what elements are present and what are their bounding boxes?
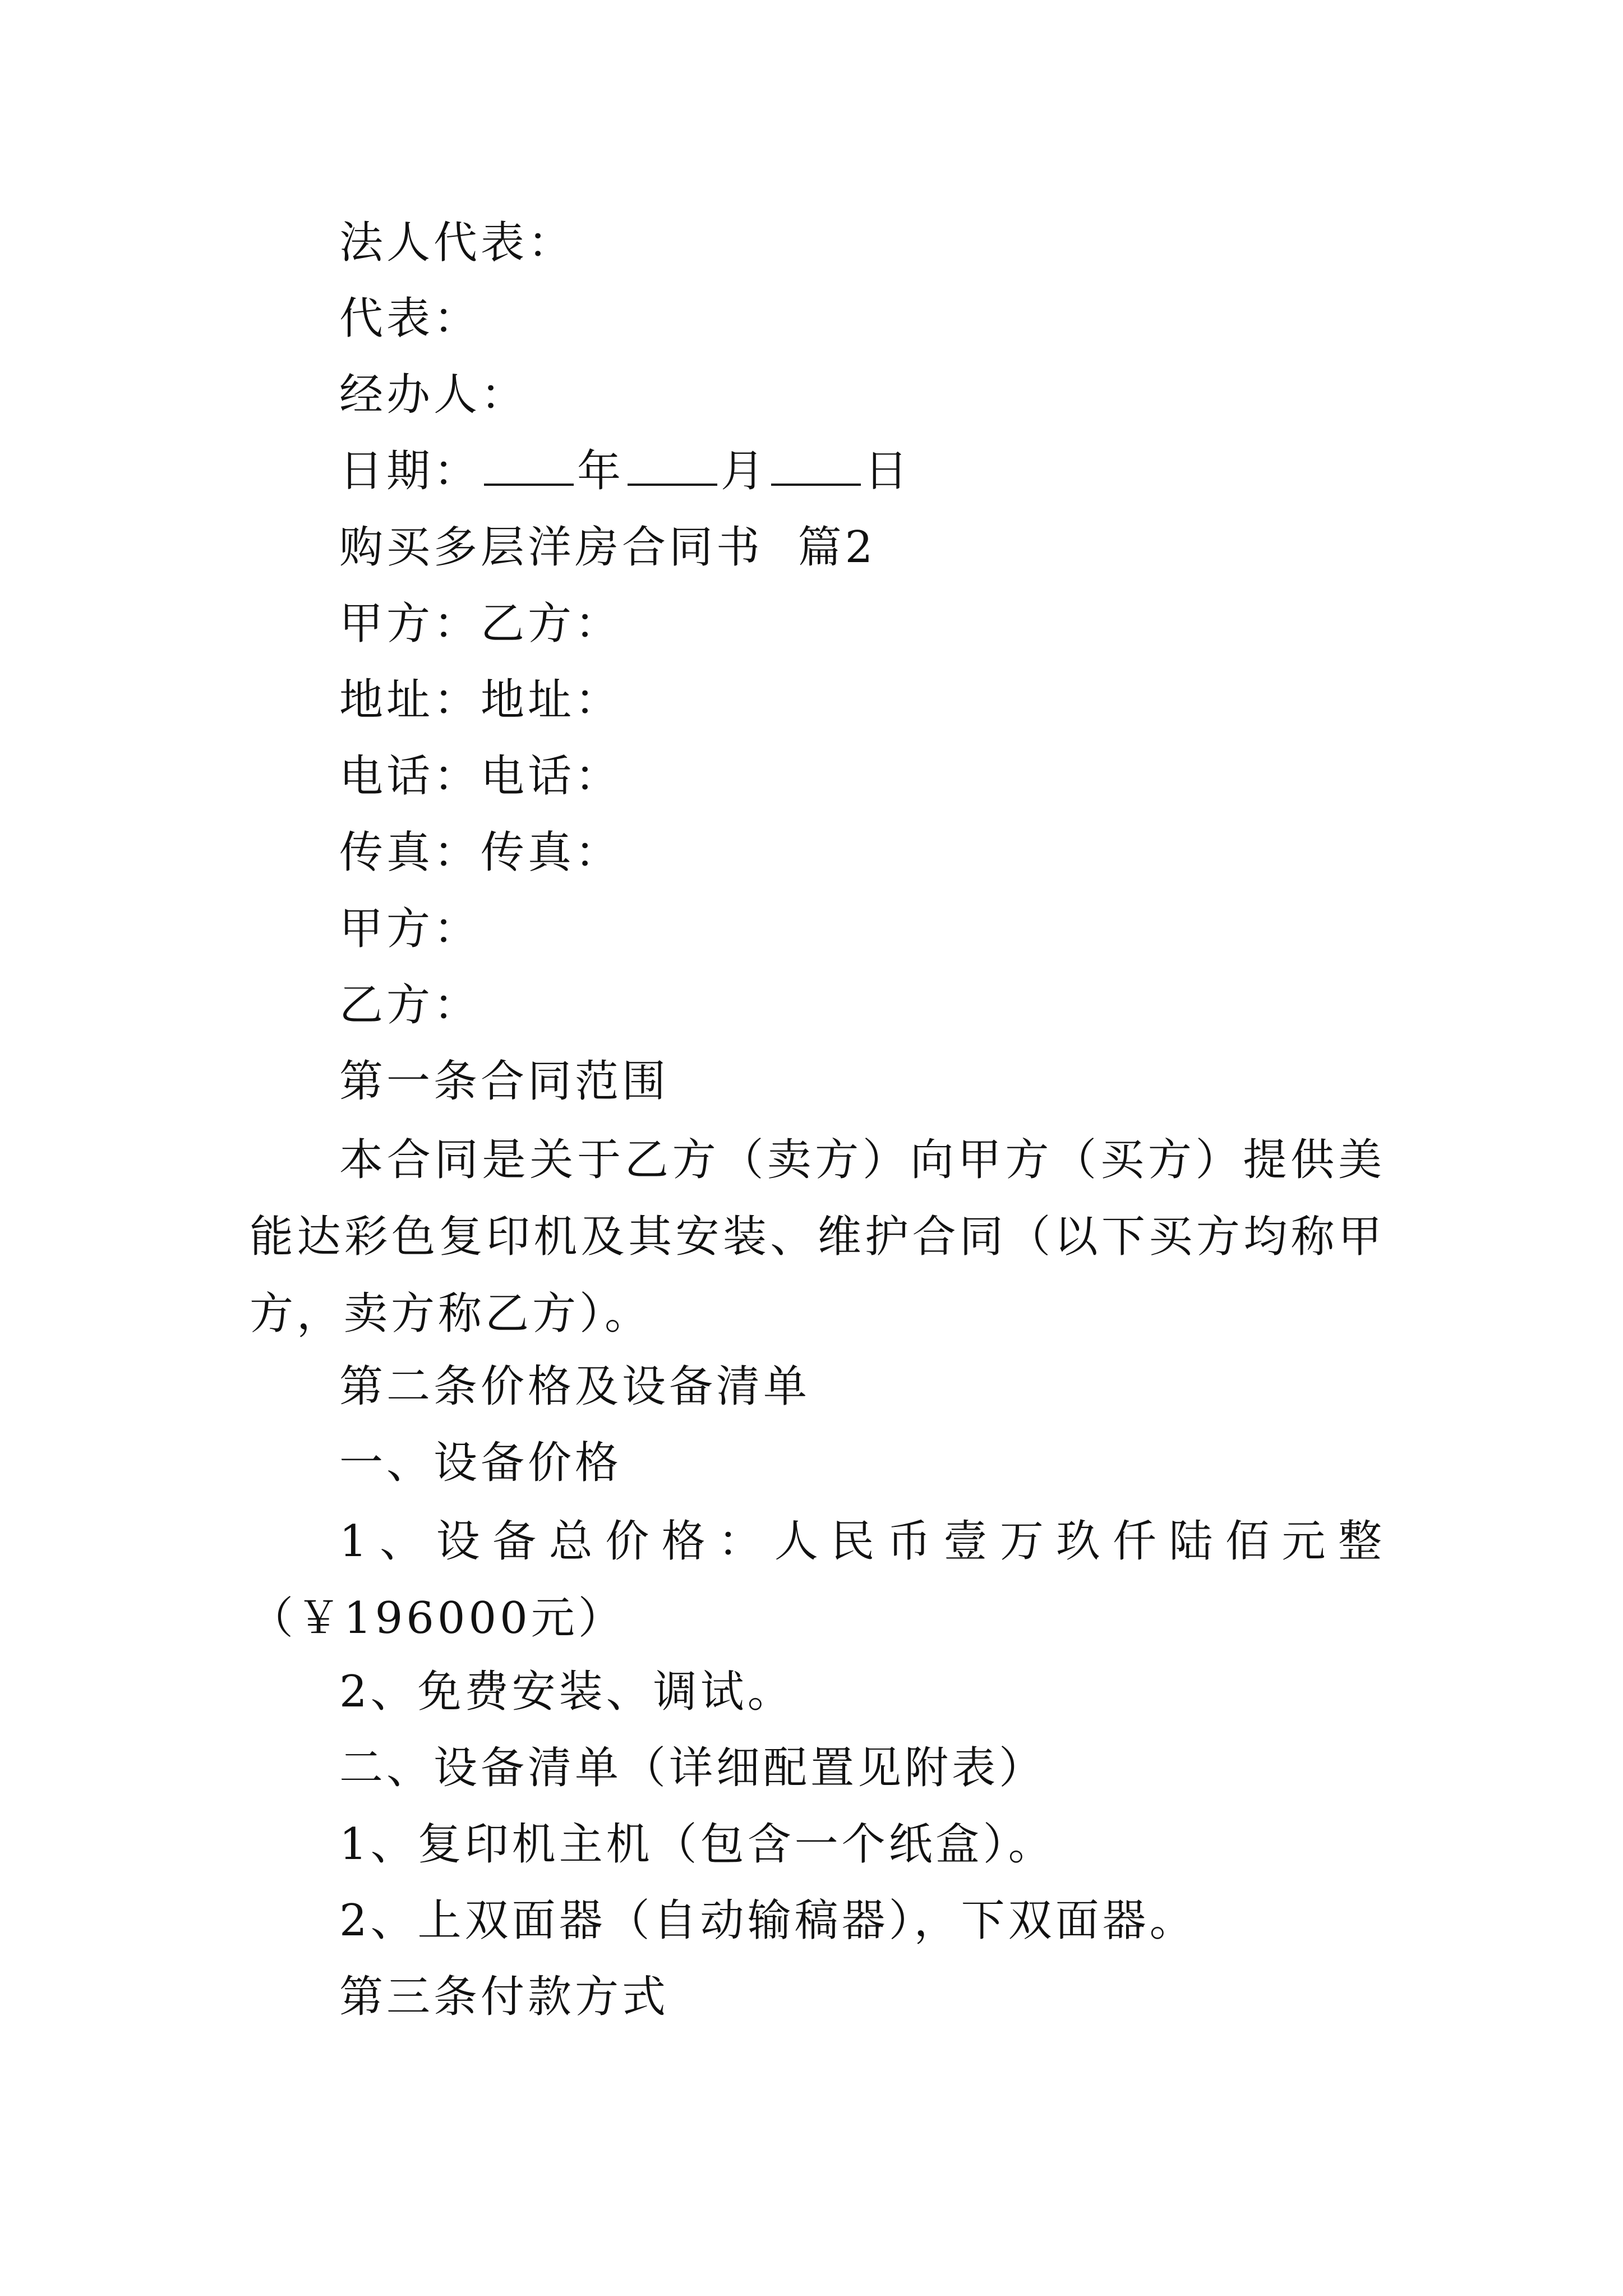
article1-body: 本合同是关于乙方（卖方）向甲方（买方）提供美能达彩色复印机及其安装、维护合同（以下买方均称甲方，卖方称乙方）。 [250, 1135, 1385, 1339]
price-item-1: 1、设备总价格：人民币壹万玖仟陆佰元整（￥196000元） [250, 1516, 1385, 1644]
price-item-2: 2、免费安装、调试。 [339, 1667, 795, 1717]
legal-representative-line: 法人代表： [339, 218, 575, 268]
section-title: 购买多层洋房合同书 篇2 [339, 522, 877, 573]
list-item-2: 2、上双面器（自动输稿器），下双面器。 [339, 1895, 1197, 1946]
party-line: 甲方：乙方： [339, 599, 623, 649]
list-item-1: 1、复印机主机（包含一个纸盒）。 [339, 1819, 1055, 1870]
list-heading: 二、设备清单（详细配置见附表） [339, 1743, 1046, 1793]
fax-line: 传真：传真： [339, 827, 623, 878]
year-label: 年 [577, 446, 625, 496]
article3-title: 第三条付款方式 [339, 1972, 670, 2022]
address-line: 地址：地址： [339, 675, 623, 725]
representative-line: 代表： [339, 293, 481, 344]
date-line [339, 443, 911, 499]
month-label: 月 [721, 446, 768, 496]
year-blank [484, 449, 574, 486]
article1-title: 第一条合同范围 [339, 1056, 670, 1107]
party-b-line: 乙方： [339, 980, 481, 1030]
day-label: 日 [864, 446, 912, 496]
phone-line: 电话：电话： [339, 751, 623, 802]
month-blank [628, 449, 717, 486]
date-label: 日期： [339, 446, 481, 496]
price-heading: 一、设备价格 [339, 1438, 623, 1488]
article2-title: 第二条价格及设备清单 [339, 1361, 811, 1412]
day-blank [771, 449, 861, 486]
handler-line: 经办人： [339, 370, 528, 420]
party-a-line: 甲方： [339, 904, 481, 954]
